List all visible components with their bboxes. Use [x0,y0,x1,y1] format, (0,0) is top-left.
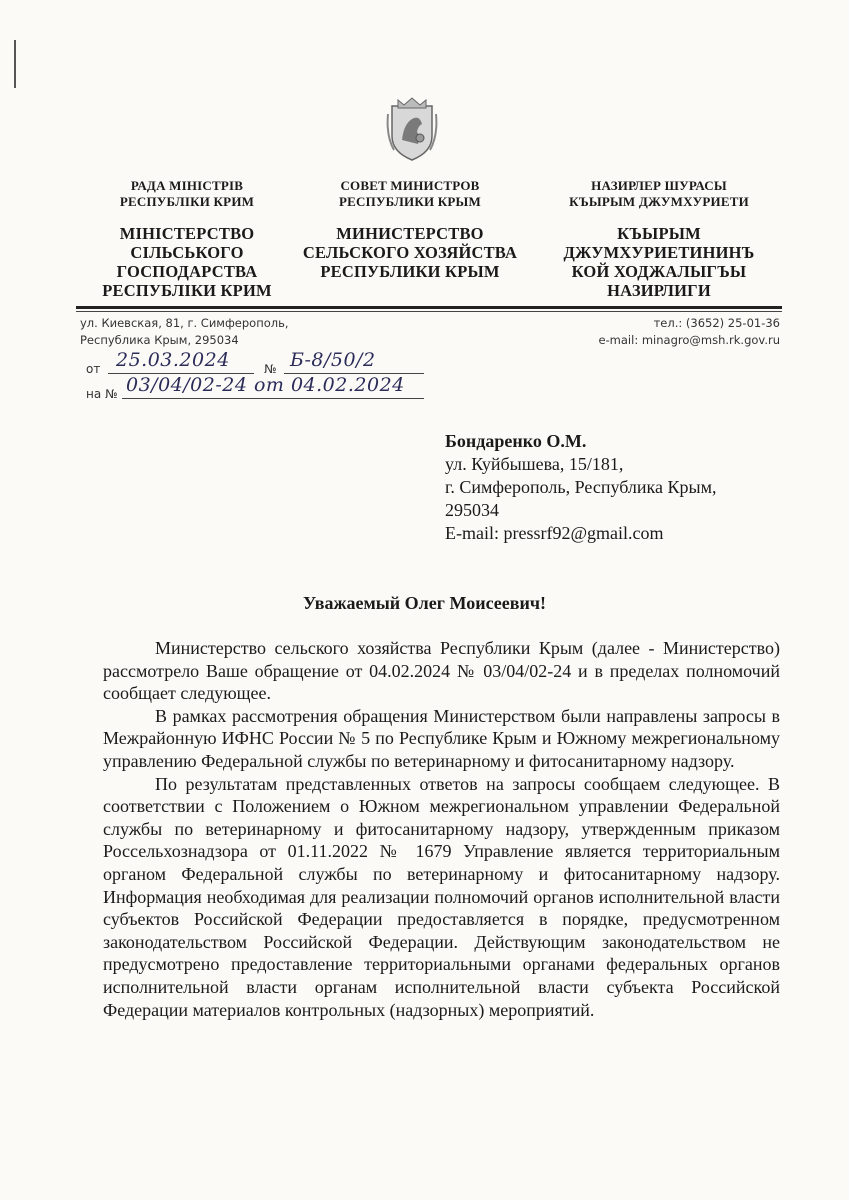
ministry-crh: КЪЫРЫМ ДЖУМХУРИЕТИНИНЪ КОЙ ХОДЖАЛЫГЪЫ НАЗИРЛИГИ [563,224,755,300]
header-ukrainian [92,178,282,300]
outgoing-date: 25.03.2024 [116,349,230,371]
recipient-block [445,430,717,545]
recipient-postcode: 295034 [445,500,499,520]
header-crimean-tatar [550,178,768,300]
ministry-ru: МИНИСТЕРСТВО СЕЛЬСКОГО ХОЗЯЙСТВА РЕСПУБЛИКИ КРЫМ [302,224,518,281]
recipient-street: ул. Куйбышева, 15/181, [445,454,624,474]
salutation: Уважаемый Олег Моисеевич! [303,593,546,613]
paragraph: В рамках рассмотрения обращения Министерством были направлены запросы в Межрайонную ИФНС России № 5 по Республике Крым и Южному межрегиональному управлению Федеральной службы по ветеринарному и фитосанитарному надзору. [103,705,780,771]
ministry-contacts [598,315,780,349]
council-crh: НАЗИРЛЕР ШУРАСЫ КЪЫРЫМ ДЖУМХУРИЕТИ [569,178,749,209]
phone: тел.: (3652) 25-01-36 [653,316,780,330]
recipient-name: Бондаренко О.М. [445,431,587,451]
paragraph: Министерство сельского хозяйства Республики Крым (далее - Министерство) рассмотрело Ваше обращение от 04.02.2024 № 03/04/02-24 и в пределах полномочий сообщает следующее. [103,638,780,704]
letter-body [103,637,780,1021]
crimea-coat-of-arms-icon [384,96,440,162]
number-label: № [264,362,277,376]
date-label: от [86,362,101,376]
email-link[interactable]: e-mail: minagro@msh.rk.gov.ru [598,333,780,347]
reference-label: на № [86,387,118,401]
ministry-ua: МІНІСТЕРСТВО СІЛЬСЬКОГО ГОСПОДАРСТВА РЕСПУБЛІКИ КРИМ [102,224,272,300]
outgoing-number: Б-8/50/2 [290,349,376,371]
header-divider-thin [76,311,782,312]
council-ru: СОВЕТ МИНИСТРОВ РЕСПУБЛИКИ КРЫМ [339,178,481,209]
header-russian [296,178,524,281]
header-divider [76,306,782,309]
ministry-address: ул. Киевская, 81, г. Симферополь, Республика Крым, 295034 [80,316,289,347]
paragraph: По результатам представленных ответов на запросы сообщаем следующее. В соответствии с Положением о Южном межрегиональном управлении Федеральной службы по ветеринарному и фитосанитарному надзору, утвержденным приказом Россельхознадзора от 01.11.2022 № 1679 Управление является территориальным органом Федеральной службы по ветеринарному и фитосанитарному надзору. Информация необходимая для реализации полномочий органов исполнительной власти субъектов Российской Федерации предоставляется в порядке, предусмотренном законодательством Российской Федерации. Действующим законодательством не предусмотрено предоставление территориальными органами федеральных органов исполнительной власти органам исполнительной власти субъекта Российской Федерации материалов контрольных (надзорных) мероприятий. [103,773,780,1020]
recipient-city: г. Симферополь, Республика Крым, [445,477,717,497]
council-ua: РАДА МІНІСТРІВ РЕСПУБЛІКИ КРИМ [119,178,255,209]
recipient-email: E-mail: pressrf92@gmail.com [445,523,664,543]
reference-number: 03/04/02-24 от 04.02.2024 [126,374,405,396]
edge-mark [14,40,16,88]
